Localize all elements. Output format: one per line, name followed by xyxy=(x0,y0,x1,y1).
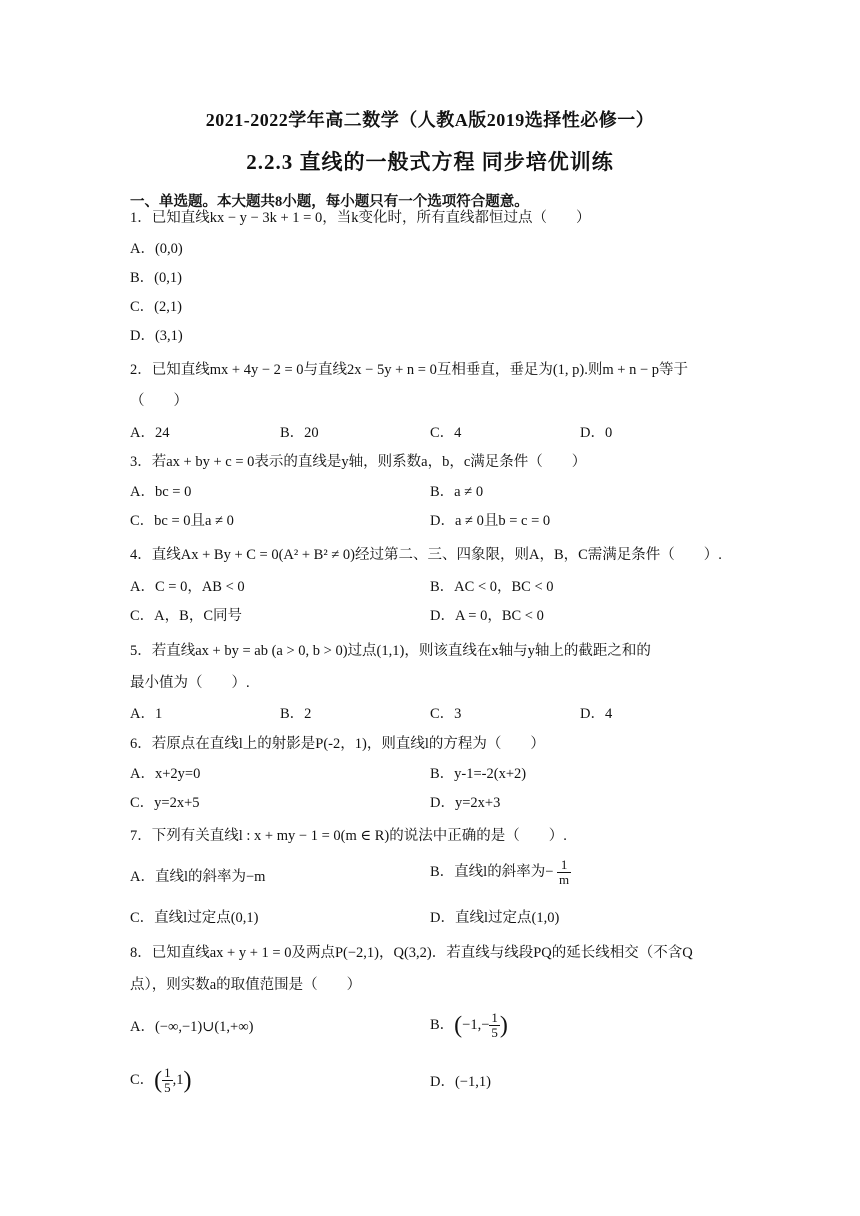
question-8-option-b xyxy=(430,1011,508,1040)
question-5-option-b: B．2 xyxy=(280,706,312,722)
question-7-stem: 7．下列有关直线l : x + my − 1 = 0(m ∈ R)的说法中正确的是（ ）. xyxy=(130,828,567,844)
question-2-option-b: B．20 xyxy=(280,425,319,441)
question-4-option-a: A．C = 0，AB < 0 xyxy=(130,579,245,595)
question-7-option-a: A．直线l的斜率为−m xyxy=(130,869,266,885)
question-8-option-a: A．(−∞,−1)∪(1,+∞) xyxy=(130,1019,254,1035)
question-6-option-d: D．y=2x+3 xyxy=(430,795,501,811)
fraction-numerator: 1 xyxy=(491,1010,498,1025)
question-3-stem: 3．若ax + by + c = 0表示的直线是y轴，则系数a，b，c满足条件（ ） xyxy=(130,454,587,470)
question-5-stem: 5．若直线ax + by = ab (a > 0, b > 0)过点(1,1)，则该直线在x轴与y轴上的截距之和的 xyxy=(130,643,651,659)
interval-right: ,1 xyxy=(172,1071,184,1088)
right-paren: ) xyxy=(183,1067,192,1094)
question-7-option-c: C．直线l过定点(0,1) xyxy=(130,910,259,926)
question-5-option-d: D．4 xyxy=(580,706,613,722)
section-heading: 一、单选题。本大题共8小题，每小题只有一个选项符合题意。 xyxy=(130,194,529,210)
right-paren: ) xyxy=(499,1012,508,1039)
question-8-option-c xyxy=(130,1066,192,1095)
question-8-stem: 8．已知直线ax + y + 1 = 0及两点P(−2,1)，Q(3,2)．若直线与线段PQ的延长线相交（不含Q xyxy=(130,945,693,961)
option-c-label: C． xyxy=(130,1071,155,1088)
question-2-option-c: C．4 xyxy=(430,425,462,441)
fraction xyxy=(489,1011,500,1040)
question-5-option-a: A．1 xyxy=(130,706,163,722)
left-paren: ( xyxy=(154,1067,163,1094)
question-1-option-a: A．(0,0) xyxy=(130,241,183,257)
question-4-option-c: C．A，B，C同号 xyxy=(130,608,242,624)
question-2-option-d: D．0 xyxy=(580,425,613,441)
question-7-option-d: D．直线l过定点(1,0) xyxy=(430,910,560,926)
question-4-stem: 4．直线Ax + By + C = 0(A² + B² ≠ 0)经过第二、三、四象限，则A，B，C需满足条件（ ）. xyxy=(130,547,722,563)
question-1-stem: 1．已知直线kx − y − 3k + 1 = 0，当k变化时，所有直线都恒过点（ ） xyxy=(130,210,591,226)
question-6-option-c: C．y=2x+5 xyxy=(130,795,200,811)
question-1-option-c: C．(2,1) xyxy=(130,299,182,315)
question-3-option-b: B．a ≠ 0 xyxy=(430,484,484,500)
question-6-stem: 6．若原点在直线l上的射影是P(-2，1)，则直线l的方程为（ ） xyxy=(130,736,545,752)
question-2-stem: 2．已知直线mx + 4y − 2 = 0与直线2x − 5y + n = 0互相垂直，垂足为(1, p).则m + n − p等于 xyxy=(130,362,689,378)
question-4-option-d: D．A = 0，BC < 0 xyxy=(430,608,544,624)
fraction-numerator: 1 xyxy=(557,858,571,873)
question-3-option-d: D．a ≠ 0且b = c = 0 xyxy=(430,513,551,529)
question-2-option-a: A．24 xyxy=(130,425,170,441)
question-5-option-c: C．3 xyxy=(430,706,462,722)
question-7-option-b xyxy=(430,858,571,887)
question-3-option-a: A．bc = 0 xyxy=(130,484,192,500)
left-paren: ( xyxy=(454,1012,463,1039)
document-title: 2021-2022学年高二数学（人教A版2019选择性必修一） xyxy=(205,110,655,130)
interval-left: −1,− xyxy=(462,1016,490,1033)
question-6-option-a: A．x+2y=0 xyxy=(130,766,201,782)
fraction-denominator: 5 xyxy=(491,1025,498,1040)
question-1-option-b: B．(0,1) xyxy=(130,270,182,286)
question-6-option-b: B．y-1=-2(x+2) xyxy=(430,766,527,782)
question-2-paren: （ ） xyxy=(130,393,188,409)
document-subtitle: 2.2.3 直线的一般式方程 同步培优训练 xyxy=(246,150,614,174)
question-1-option-d: D．(3,1) xyxy=(130,328,183,344)
fraction xyxy=(162,1066,173,1095)
fraction-numerator: 1 xyxy=(164,1065,171,1080)
fraction xyxy=(557,858,571,887)
question-8-option-d: D．(−1,1) xyxy=(430,1074,491,1090)
question-4-option-b: B．AC < 0，BC < 0 xyxy=(430,579,554,595)
fraction-denominator: 5 xyxy=(164,1080,171,1095)
question-8-stem-continued: 点），则实数a的取值范围是（ ） xyxy=(130,977,362,993)
option-b-label: B．直线l的斜率为− xyxy=(430,863,554,880)
fraction-denominator: m xyxy=(559,872,570,887)
option-b-label: B． xyxy=(430,1016,455,1033)
question-5-stem-continued: 最小值为（ ）. xyxy=(130,675,250,691)
question-3-option-c: C．bc = 0且a ≠ 0 xyxy=(130,513,234,529)
